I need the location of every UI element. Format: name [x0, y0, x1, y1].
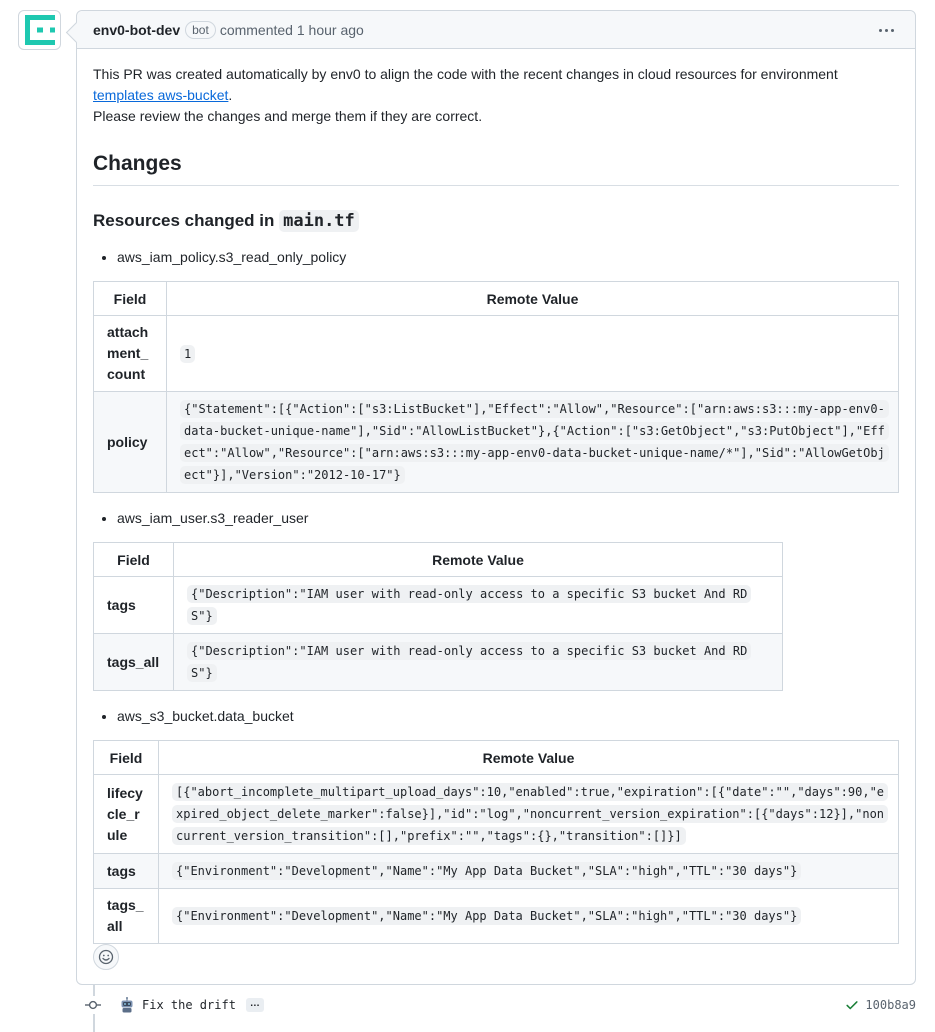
field-cell: attach ment_ count [94, 316, 167, 392]
copilot-bot-icon[interactable] [118, 996, 136, 1014]
env0-logo-icon [25, 15, 55, 45]
field-cell: tags_all [94, 634, 174, 691]
column-header-field: Field [94, 543, 174, 577]
bot-badge: bot [185, 21, 216, 39]
resources-heading [93, 210, 899, 232]
value-cell: {"Environment":"Development","Name":"My App Data Bucket","SLA":"high","TTL":"30 days"} [159, 854, 899, 889]
kebab-horizontal-icon[interactable] [875, 19, 897, 41]
intro-text: This PR was created automatically by env0 to align the code with the recent changes in cloud resources for environment [93, 66, 838, 82]
resource-list [117, 508, 899, 528]
avatar[interactable] [18, 10, 61, 50]
resource-list [117, 706, 899, 726]
git-commit-icon [84, 996, 102, 1014]
value-cell: {"Description":"IAM user with read-only access to a specific S3 bucket And RDS"} [174, 634, 783, 691]
resources-heading-text: Resources changed in [93, 211, 275, 230]
review-text: Please review the changes and merge them if they are correct. [93, 108, 483, 124]
commit-expand-button[interactable]: … [246, 998, 264, 1012]
column-header-field: Field [94, 282, 167, 316]
resource-list [117, 247, 899, 267]
value-cell: {"Description":"IAM user with read-only access to a specific S3 bucket And RDS"} [174, 577, 783, 634]
comment-author[interactable]: env0-bot-dev [93, 21, 181, 38]
commit-sha-link[interactable]: 100b8a9 [865, 998, 916, 1012]
resource-name: • aws_s3_bucket.data_bucket [117, 706, 899, 726]
value-cell: 1 [167, 316, 899, 392]
column-header-remote-value: Remote Value [159, 741, 899, 775]
changes-heading: Changes [93, 151, 899, 186]
field-cell: tags [94, 577, 174, 634]
resource-table [93, 542, 783, 691]
comment-header [77, 11, 915, 49]
field-cell: policy [94, 392, 167, 493]
commit-row [84, 994, 916, 1016]
value-cell: [{"abort_incomplete_multipart_upload_days":10,"enabled":true,"expiration":[{"date":"","days":90,"expired_object_delete_marker":false}],"id":"log","noncurrent_version_expiration":[{"days":12}],"noncurrent_version_transition":[],"prefix":"","tags":{},"transition":[]}] [159, 775, 899, 854]
add-reaction-button[interactable] [93, 944, 119, 970]
intro-period: . [228, 87, 233, 103]
intro-paragraph [93, 64, 899, 127]
comment-action: commented [219, 21, 293, 38]
column-header-remote-value: Remote Value [167, 282, 899, 316]
resource-table [93, 281, 899, 493]
comment-timestamp[interactable]: 1 hour ago [296, 21, 364, 38]
resource-name: • aws_iam_policy.s3_read_only_policy [117, 247, 899, 267]
resource-table [93, 740, 899, 944]
resource-name: • aws_iam_user.s3_reader_user [117, 508, 899, 528]
file-name: main.tf [279, 210, 359, 232]
check-icon[interactable] [845, 998, 859, 1012]
field-cell: tags [94, 854, 159, 889]
comment [76, 10, 916, 985]
smiley-icon [98, 949, 114, 965]
value-cell: {"Environment":"Development","Name":"My App Data Bucket","SLA":"high","TTL":"30 days"} [159, 889, 899, 944]
column-header-remote-value: Remote Value [174, 543, 783, 577]
commit-meta [845, 998, 916, 1012]
field-cell: tags_ all [94, 889, 159, 944]
column-header-field: Field [94, 741, 159, 775]
commit-message-link[interactable]: Fix the drift [142, 998, 236, 1012]
comment-body [93, 64, 899, 944]
field-cell: lifecy cle_r ule [94, 775, 159, 854]
value-cell: {"Statement":[{"Action":["s3:ListBucket"],"Effect":"Allow","Resource":["arn:aws:s3:::my-app-env0-data-bucket-unique-name"],"Sid":"AllowListBucket"},{"Action":["s3:GetObject","s3:PutObject"],"Effect":"Allow","Resource":["arn:aws:s3:::my-app-env0-data-bucket-unique-name/*"],"Sid":"AllowGetObject"}],"Version":"2012-10-17"} [167, 392, 899, 493]
environment-link[interactable]: templates aws-bucket [93, 87, 229, 103]
